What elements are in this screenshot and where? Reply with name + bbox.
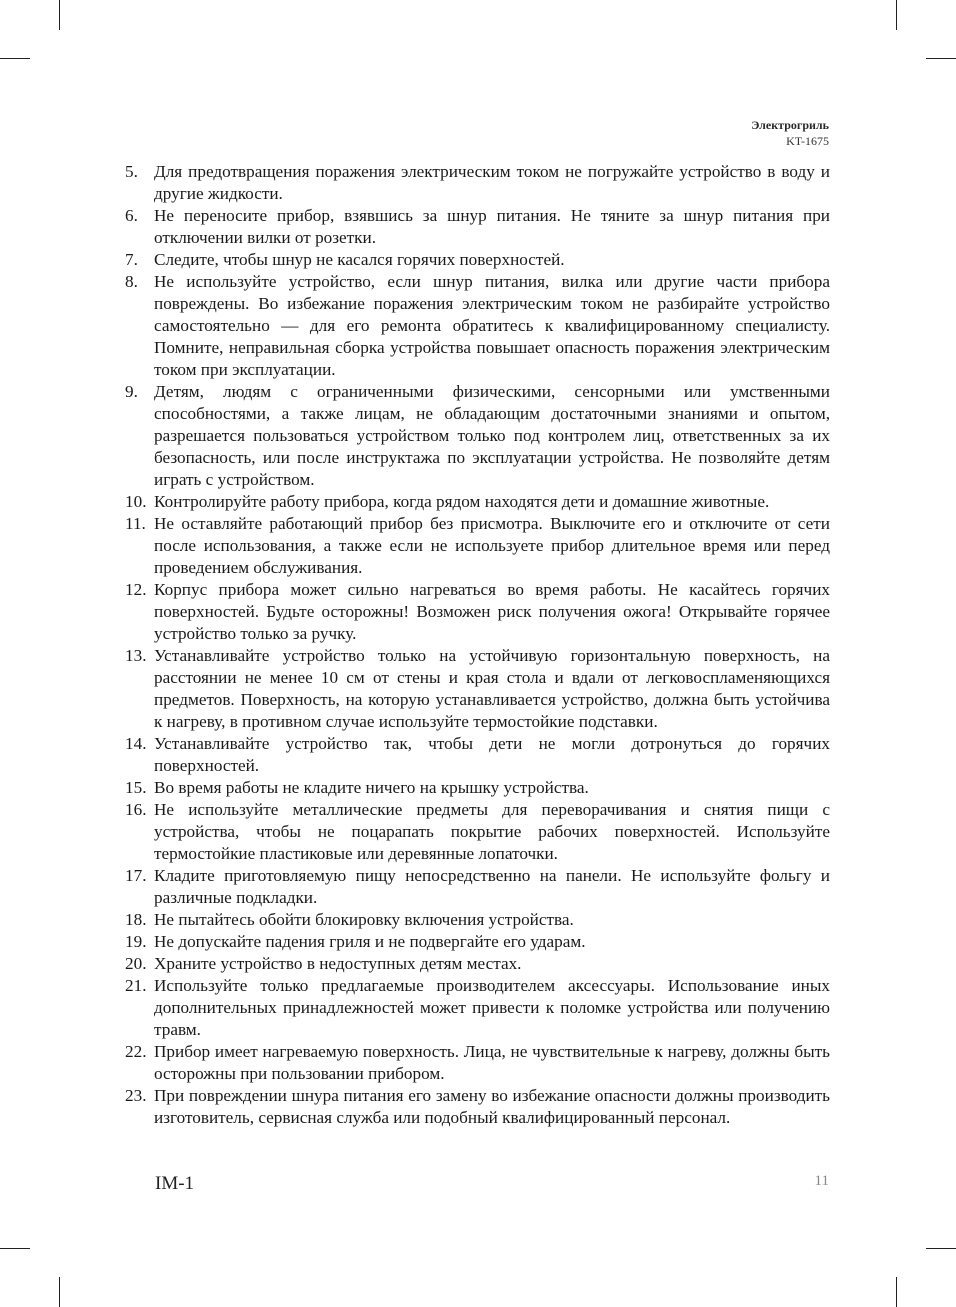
list-item-text: Прибор имеет нагреваемую поверхность. Лица, не чувствительные к нагреву, должны быть осторожны при пользовании прибором. xyxy=(154,1042,830,1083)
list-item-number: 6. xyxy=(125,206,138,225)
safety-rules-list xyxy=(125,161,830,1129)
list-item-number: 7. xyxy=(125,250,138,269)
crop-mark-top-left xyxy=(0,58,30,59)
list-item xyxy=(125,513,830,579)
document-code: IM-1 xyxy=(155,1173,195,1194)
crop-mark-bottom-left xyxy=(0,1248,30,1249)
list-item-text: Используйте только предлагаемые производителем аксессуары. Использование иных дополнительных принадлежностей может привести к поломке устройства или получению травм. xyxy=(154,976,830,1039)
list-item-number: 10. xyxy=(125,492,147,511)
list-item xyxy=(125,865,830,909)
product-name: Электрогриль xyxy=(751,118,829,132)
list-item-number: 8. xyxy=(125,272,138,291)
list-item xyxy=(125,953,830,975)
list-item xyxy=(125,931,830,953)
list-item-number: 22. xyxy=(125,1042,147,1061)
list-item-number: 23. xyxy=(125,1086,147,1105)
crop-mark-top-left xyxy=(59,0,60,30)
list-item-number: 18. xyxy=(125,910,147,929)
list-item-number: 13. xyxy=(125,646,147,665)
list-item xyxy=(125,161,830,205)
list-item xyxy=(125,205,830,249)
list-item xyxy=(125,777,830,799)
page-number: 11 xyxy=(814,1173,829,1189)
crop-mark-bottom-right xyxy=(926,1248,956,1249)
list-item-text: Храните устройство в недоступных детям местах. xyxy=(154,954,522,973)
list-item-text: Устанавливайте устройство так, чтобы дети не могли дотронуться до горячих поверхностей. xyxy=(154,734,830,775)
list-item-text: Не используйте металлические предметы для переворачивания и снятия пищи с устройства, чтобы не поцарапать покрытие рабочих поверхностей. Используйте термостойкие пластиковые или деревянные лопаточки. xyxy=(154,800,830,863)
list-item-text: Во время работы не кладите ничего на крышку устройства. xyxy=(154,778,589,797)
list-item xyxy=(125,733,830,777)
list-item-number: 21. xyxy=(125,976,147,995)
list-item xyxy=(125,909,830,931)
list-item xyxy=(125,491,830,513)
list-item xyxy=(125,249,830,271)
list-item-text: Кладите приготовляемую пищу непосредственно на панели. Не используйте фольгу и различные подкладки. xyxy=(154,866,830,907)
list-item xyxy=(125,1041,830,1085)
list-item-text: При повреждении шнура питания его замену во избежание опасности должны производить изготовитель, сервисная служба или подобный квалифицированный персонал. xyxy=(154,1086,830,1127)
list-item xyxy=(125,645,830,733)
list-item-text: Контролируйте работу прибора, когда рядом находятся дети и домашние животные. xyxy=(154,492,770,511)
list-item-number: 16. xyxy=(125,800,147,819)
crop-mark-top-right xyxy=(926,58,956,59)
list-item xyxy=(125,381,830,491)
list-item-text: Не используйте устройство, если шнур питания, вилка или другие части прибора повреждены. Во избежание поражения электрическим током не разбирайте устройство самостоятельно — для его ремонта обратитесь к квалифицированному специалисту. Помните, неправильная сборка устройства повышает опасность поражения электрическим током при эксплуатации. xyxy=(154,272,830,379)
list-item-number: 20. xyxy=(125,954,147,973)
crop-mark-bottom-right xyxy=(896,1277,897,1307)
list-item-number: 19. xyxy=(125,932,147,951)
list-item-text: Детям, людям с ограниченными физическими, сенсорными или умственными способностями, а также лицам, не обладающим достаточными знаниями и опытом, разрешается пользоваться устройством только под контролем лиц, ответственных за их безопасность, или после инструктажа по эксплуатации устройства. Не позволяйте детям играть с устройством. xyxy=(154,382,830,489)
crop-mark-bottom-left xyxy=(59,1277,60,1307)
list-item-text: Следите, чтобы шнур не касался горячих поверхностей. xyxy=(154,250,565,269)
list-item-text: Устанавливайте устройство только на устойчивую горизонтальную поверхность, на расстоянии не менее 10 см от стены и края стола и вдали от легковоспламеняющихся предметов. Поверхность, на которую устанавливается устройство, должна быть устойчива к нагреву, в противном случае используйте термостойкие подставки. xyxy=(154,646,830,731)
list-item-number: 11. xyxy=(125,514,146,533)
list-item-text: Корпус прибора может сильно нагреваться во время работы. Не касайтесь горячих поверхностей. Будьте осторожны! Возможен риск получения ожога! Открывайте горячее устройство только за ручку. xyxy=(154,580,830,643)
list-item-text: Для предотвращения поражения электрическим током не погружайте устройство в воду и другие жидкости. xyxy=(154,162,830,203)
list-item xyxy=(125,975,830,1041)
list-item xyxy=(125,799,830,865)
list-item-text: Не допускайте падения гриля и не подвергайте его ударам. xyxy=(154,932,586,951)
list-item-number: 17. xyxy=(125,866,147,885)
running-header xyxy=(751,117,829,149)
list-item-number: 14. xyxy=(125,734,147,753)
list-item-number: 9. xyxy=(125,382,138,401)
crop-mark-top-right xyxy=(896,0,897,30)
list-item-number: 12. xyxy=(125,580,147,599)
list-item-text: Не пытайтесь обойти блокировку включения устройства. xyxy=(154,910,574,929)
list-item-text: Не переносите прибор, взявшись за шнур питания. Не тяните за шнур питания при отключении вилки от розетки. xyxy=(154,206,830,247)
list-item xyxy=(125,271,830,381)
list-item-number: 5. xyxy=(125,162,138,181)
list-item-number: 15. xyxy=(125,778,147,797)
list-item xyxy=(125,1085,830,1129)
list-item-text: Не оставляйте работающий прибор без присмотра. Выключите его и отключите от сети после использования, а также если не используете прибор длительное время или перед проведением обслуживания. xyxy=(154,514,830,577)
model-number: KT-1675 xyxy=(786,134,829,148)
list-item xyxy=(125,579,830,645)
